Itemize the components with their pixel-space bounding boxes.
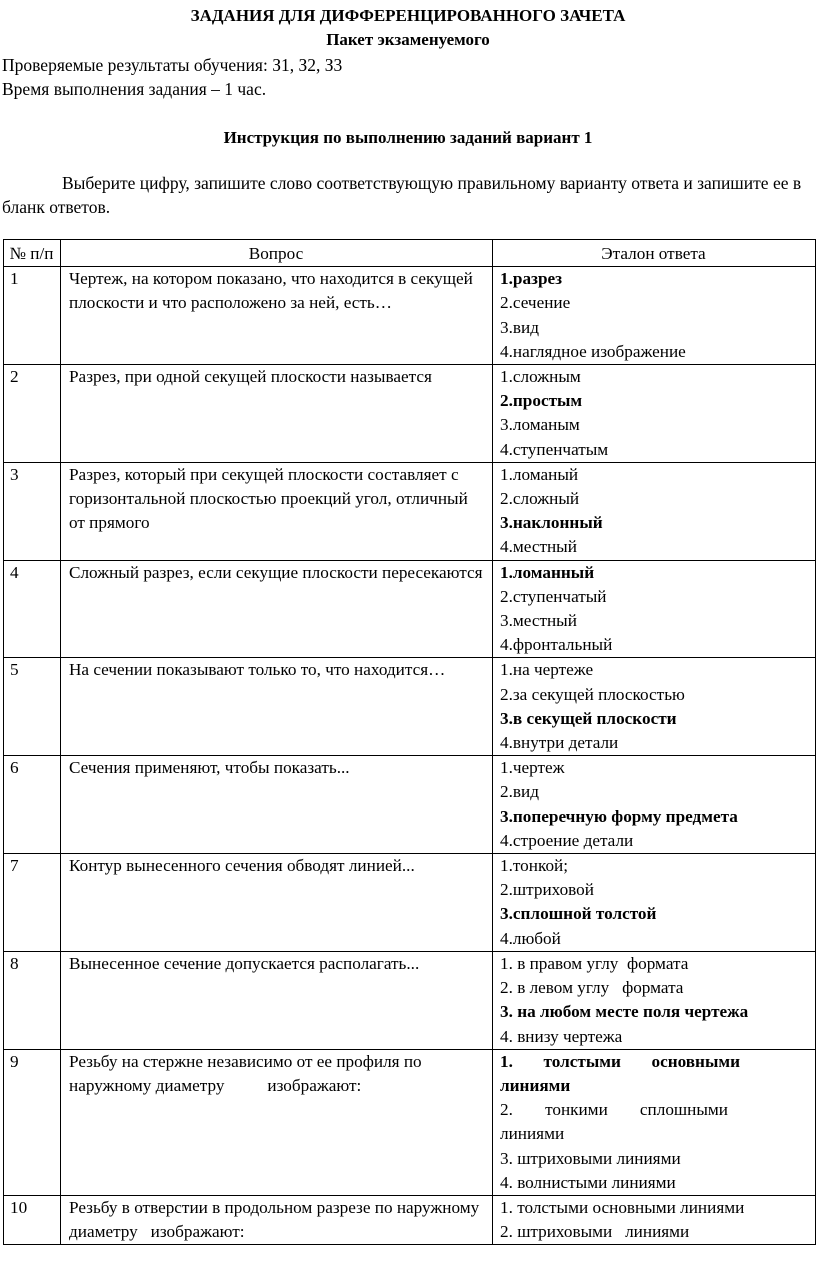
instruction-text: Выберите цифру, запишите слово соответствующую правильному варианту ответа и запишите ее в бланк ответов. [2, 173, 802, 217]
answer-option: 1.сложным [500, 367, 581, 387]
answer-option: 4.строение детали [500, 830, 634, 850]
table-row [4, 1049, 816, 1195]
question-text: Резьбу на стержне независимо от ее профиля по наружному диаметру изображают: [61, 1049, 493, 1195]
answer-option: 3.местный [500, 611, 577, 631]
question-text: Вынесенное сечение допускается располагать... [61, 951, 493, 1049]
answer-options [493, 267, 816, 365]
row-number: 6 [4, 756, 61, 854]
table-row [4, 1195, 816, 1244]
answer-options [493, 854, 816, 952]
answer-option: 1.ломаный [500, 464, 579, 484]
row-number: 3 [4, 462, 61, 560]
question-text: Разрез, при одной секущей плоскости называется [61, 365, 493, 463]
answer-option-correct: 3.в секущей плоскости [500, 708, 677, 728]
answer-options [493, 462, 816, 560]
row-number: 2 [4, 365, 61, 463]
row-number: 10 [4, 1195, 61, 1244]
document-subtitle: Пакет экзаменуемого [326, 30, 490, 49]
row-number: 5 [4, 658, 61, 756]
question-text: Чертеж, на котором показано, что находится в секущей плоскости и что расположено за ней, есть… [61, 267, 493, 365]
row-number: 9 [4, 1049, 61, 1195]
time-limit: Время выполнения задания – 1 час. [2, 79, 267, 99]
question-text: Резьбу в отверстии в продольном разрезе по наружному диаметру изображают: [61, 1195, 493, 1244]
question-text: Контур вынесенного сечения обводят линией... [61, 854, 493, 952]
table-row [4, 267, 816, 365]
answer-options [493, 756, 816, 854]
row-number: 4 [4, 560, 61, 658]
table-row [4, 854, 816, 952]
answer-option: 1.тонкой; [500, 856, 569, 876]
answer-option: 1.чертеж [500, 758, 565, 778]
answer-options [493, 365, 816, 463]
question-text: Сложный разрез, если секущие плоскости пересекаются [61, 560, 493, 658]
answer-option: 1. в правом углу формата [500, 953, 689, 973]
questions-table [3, 239, 816, 1245]
answer-option: 2.сложный [500, 489, 580, 509]
answer-option: 2.за секущей плоскостью [500, 684, 685, 704]
answer-options [493, 1195, 816, 1244]
answer-option: 2.вид [500, 782, 539, 802]
answer-option: 4. волнистыми линиями [500, 1172, 676, 1192]
header-answer: Эталон ответа [493, 240, 816, 267]
answer-option-correct: 3. на любом месте поля чертежа [500, 1002, 749, 1022]
answer-option-correct: 3.сплошной толстой [500, 904, 657, 924]
table-row [4, 462, 816, 560]
question-text: Сечения применяют, чтобы показать... [61, 756, 493, 854]
answer-option-correct: 1.ломанный [500, 562, 595, 582]
answer-option: 2. штриховыми линиями [500, 1222, 690, 1242]
answer-option: 3. штриховыми линиями [500, 1148, 681, 1168]
question-text: Разрез, который при секущей плоскости составляет с горизонтальной плоскостью проекций угол, отличный от прямого [61, 462, 493, 560]
answer-option: 1. толстыми основными линиями [500, 1197, 745, 1217]
answer-option: 4.внутри детали [500, 733, 619, 753]
answer-options [493, 1049, 816, 1195]
table-row [4, 951, 816, 1049]
learning-results: Проверяемые результаты обучения: З1, З2, З3 [2, 55, 343, 75]
answer-option: 3.ломаным [500, 415, 580, 435]
header-num: № п/п [4, 240, 61, 267]
table-row [4, 658, 816, 756]
header-question: Вопрос [61, 240, 493, 267]
answer-option: 2.штриховой [500, 880, 594, 900]
row-number: 1 [4, 267, 61, 365]
table-row [4, 560, 816, 658]
answer-option-correct: 3.наклонный [500, 513, 603, 533]
answer-options [493, 951, 816, 1049]
answer-option: 4.любой [500, 928, 561, 948]
answer-option: 2.ступенчатый [500, 586, 607, 606]
answer-option: 4.ступенчатым [500, 439, 609, 459]
question-text: На сечении показывают только то, что находится… [61, 658, 493, 756]
document-title: ЗАДАНИЯ ДЛЯ ДИФФЕРЕНЦИРОВАННОГО ЗАЧЕТА [190, 6, 626, 25]
table-row [4, 365, 816, 463]
row-number: 7 [4, 854, 61, 952]
answer-option: 2. в левом углу формата [500, 978, 684, 998]
answer-option-correct: 1. толстыми основными линиями [500, 1051, 740, 1095]
table-header-row [4, 240, 816, 267]
answer-option-correct: 3.поперечную форму предмета [500, 806, 738, 826]
answer-options [493, 560, 816, 658]
answer-option: 4.местный [500, 537, 577, 557]
answer-option: 4. внизу чертежа [500, 1026, 623, 1046]
table-row [4, 756, 816, 854]
answer-option-correct: 2.простым [500, 391, 583, 411]
answer-option: 4.фронтальный [500, 635, 613, 655]
answer-option: 4.наглядное изображение [500, 341, 686, 361]
row-number: 8 [4, 951, 61, 1049]
instruction-heading: Инструкция по выполнению заданий вариант 1 [223, 128, 593, 147]
answer-option: 2.сечение [500, 293, 571, 313]
answer-option: 2. тонкими сплошными линиями [500, 1100, 728, 1144]
answer-options [493, 658, 816, 756]
answer-option: 1.на чертеже [500, 660, 594, 680]
answer-option-correct: 1.разрез [500, 269, 563, 289]
answer-option: 3.вид [500, 317, 539, 337]
